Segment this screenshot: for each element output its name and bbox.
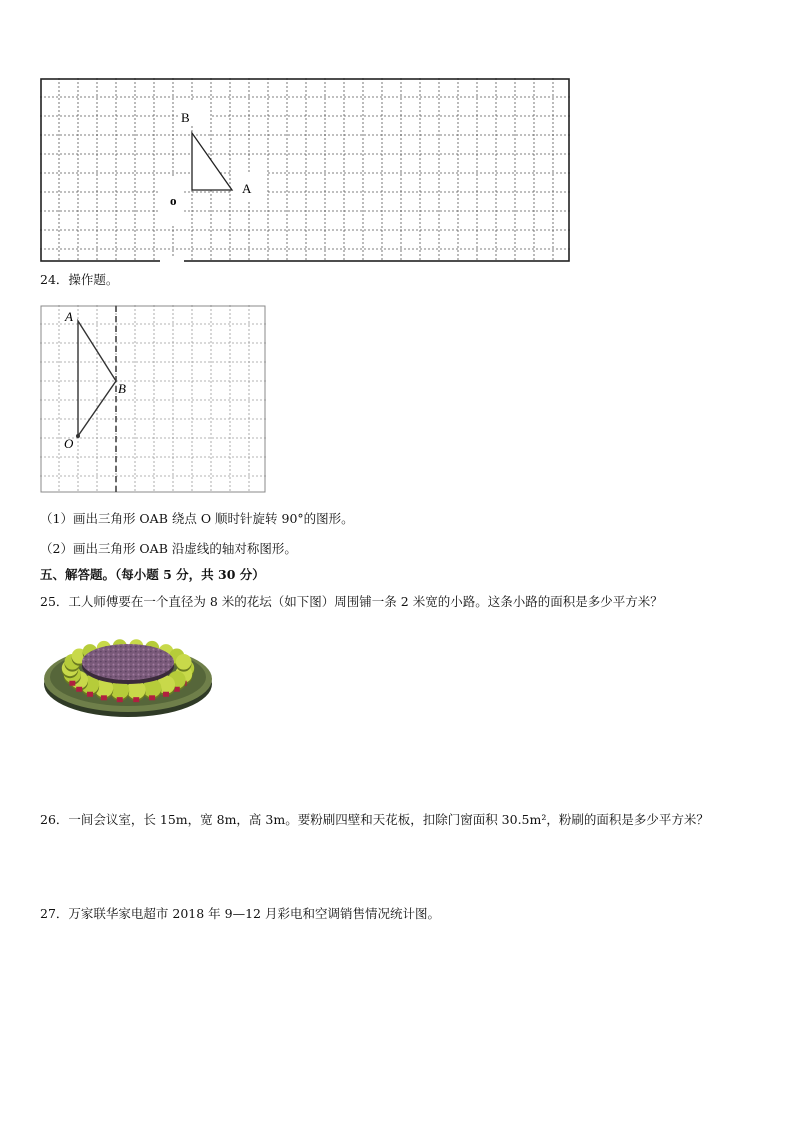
label-o: o <box>170 193 177 208</box>
grid-figure-1 <box>40 78 570 262</box>
flower-box <box>87 692 93 697</box>
flower-bed-svg <box>42 628 214 720</box>
label-o: O <box>64 436 74 451</box>
q26-text: 26．一间会议室，长 15m，宽 8m，高 3m。要粉刷四壁和天花板，扣除门窗面积 30.5m²，粉刷的面积是多少平方米？ <box>40 812 709 827</box>
flower-box <box>69 681 75 686</box>
triangle-oab <box>192 133 232 190</box>
flower-bed-image <box>42 628 214 720</box>
q25-text: 25．工人师傅要在一个直径为 8 米的花坛（如下图）周围铺一条 2 米宽的小路。这条小路的面积是多少平方米？ <box>40 594 663 609</box>
flower-box <box>163 692 169 697</box>
grid-figure-2-svg <box>40 305 266 493</box>
grid-figure-2 <box>40 305 266 493</box>
label-b: B <box>118 381 126 396</box>
q24-part2: （2）画出三角形 OAB 沿虚线的轴对称图形。 <box>40 541 297 556</box>
q27-text: 27．万家联华家电超市 2018 年 9—12 月彩电和空调销售情况统计图。 <box>40 906 440 921</box>
flower-box <box>117 697 123 702</box>
q24-part1: （1）画出三角形 OAB 绕点 O 顺时针旋转 90°的图形。 <box>40 511 354 526</box>
label-a: A <box>65 309 73 324</box>
flower-box <box>101 695 107 700</box>
flower-box <box>149 695 155 700</box>
flower-box <box>133 697 139 702</box>
grid-figure-1-svg <box>40 78 570 262</box>
bush <box>176 654 192 670</box>
label-a: A <box>242 181 252 196</box>
flower-box <box>76 687 82 692</box>
section-heading: 五、解答题。（每小题 5 分，共 30 分） <box>40 567 265 582</box>
label-b: B <box>181 110 190 125</box>
q24-title: 24．操作题。 <box>40 272 119 287</box>
